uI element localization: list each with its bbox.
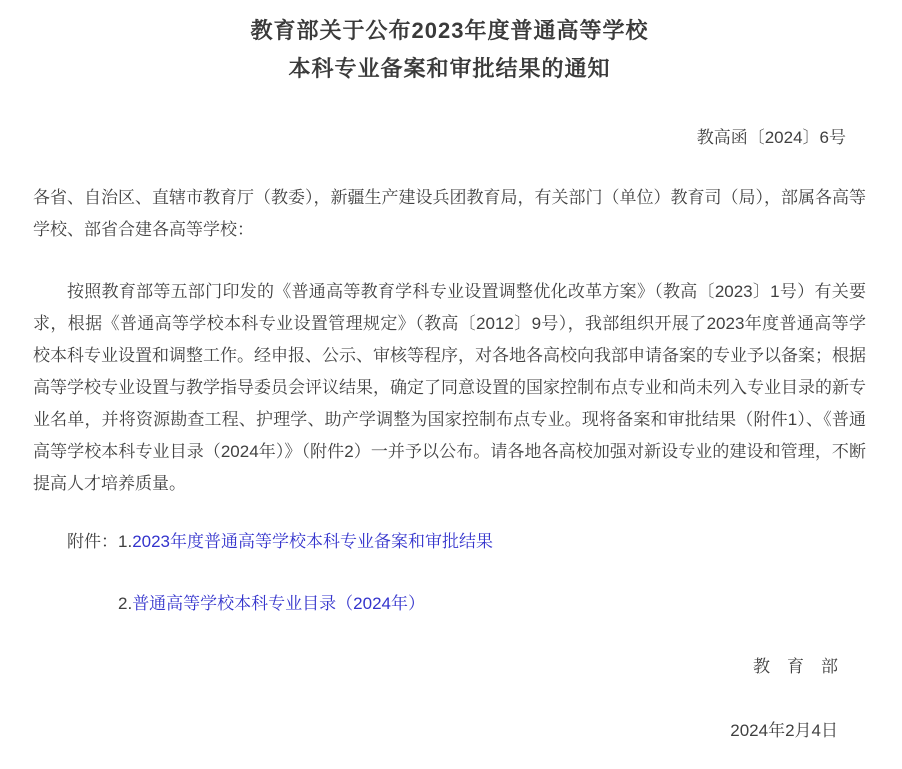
issuing-authority: 教 育 部 bbox=[753, 657, 838, 676]
attachment-2-number: 2. bbox=[118, 594, 133, 613]
document-title-line1: 教育部关于公布2023年度普通高等学校 bbox=[250, 18, 649, 43]
attachment-link-2[interactable]: 普通高等学校本科专业目录（2024年） bbox=[132, 594, 426, 613]
body-paragraph: 按照教育部等五部门印发的《普通高等教育学科专业设置调整优化改革方案》（教高〔2023〕1号）有关要求，根据《普通高等学校本科专业设置管理规定》（教高〔2012〕9号），我部组织开展了2023年度普通高等学校本科专业设置和调整工作。经申报、公示、审核等程序，对各地各高校向我部申请备案的专业予以备案；根据高等学校专业设置与教学指导委员会评议结果，确定了同意设置的国家控制布点专业和尚未列入专业目录的新专业名单，并将资源勘查工程、护理学、助产学调整为国家控制布点专业。现将备案和审批结果（附件1）、《普通高等学校本科专业目录（2024年）》（附件2）一并予以公布。请各地各高校加强对新设专业的建设和管理，不断提高人才培养质量。 bbox=[33, 282, 866, 493]
recipients-paragraph: 各省、自治区、直辖市教育厅（教委），新疆生产建设兵团教育局，有关部门（单位）教育司（局），部属各高等学校、部省合建各高等学校： bbox=[33, 188, 866, 239]
document-title-line2: 本科专业备案和审批结果的通知 bbox=[288, 56, 611, 81]
document-date: 2024年2月4日 bbox=[730, 721, 838, 740]
attachments-label: 附件： bbox=[67, 532, 118, 551]
document-title bbox=[33, 0, 866, 88]
attachment-line-2 bbox=[33, 588, 866, 620]
attachment-line-1 bbox=[33, 526, 866, 558]
attachment-link-1[interactable]: 2023年度普通高等学校本科专业备案和审批结果 bbox=[132, 532, 494, 551]
document-number: 教高函〔2024〕6号 bbox=[696, 128, 846, 147]
attachment-1-number: 1. bbox=[118, 532, 133, 551]
